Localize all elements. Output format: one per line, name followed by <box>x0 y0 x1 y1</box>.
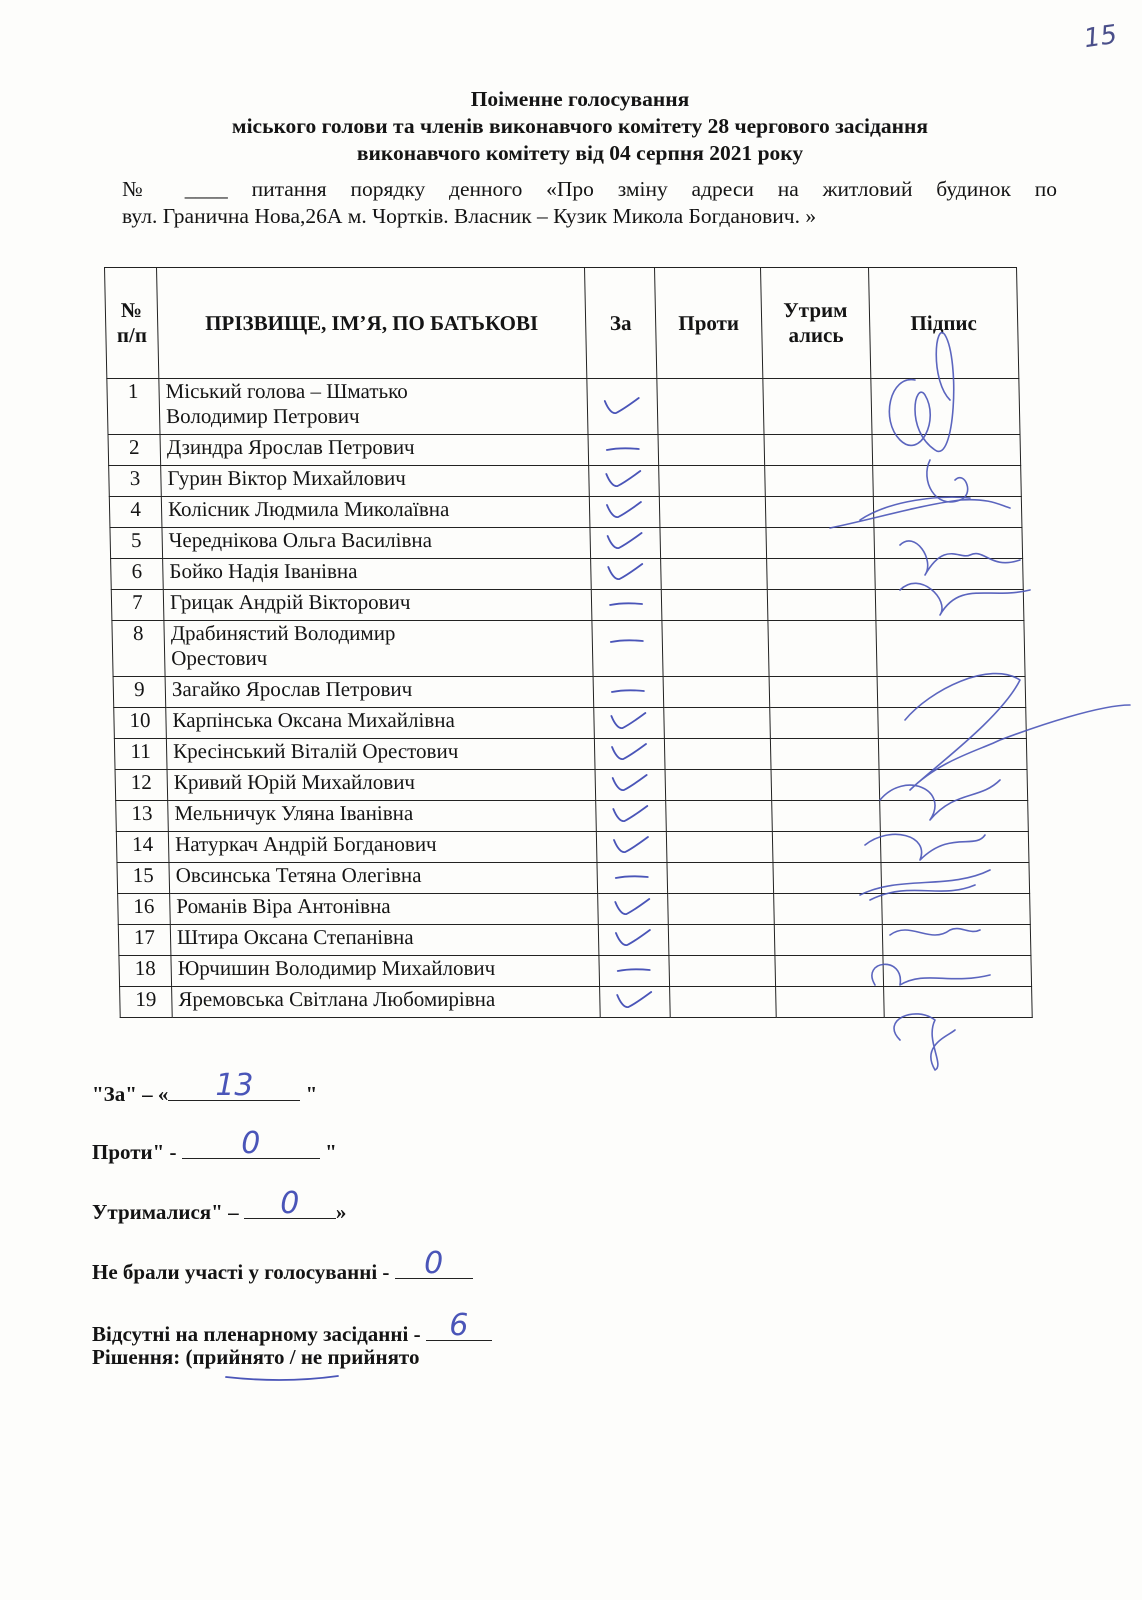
signature-cell <box>877 677 1026 708</box>
signature-cell <box>879 770 1028 801</box>
page-number: 15 <box>1082 19 1120 55</box>
signature-cell <box>882 925 1031 956</box>
vote-abstained-cell <box>763 379 872 435</box>
member-name-line1: Овсинська Тетяна Олегівна <box>175 863 422 887</box>
vote-for-cell <box>590 528 661 559</box>
member-name-line1: Натуркач Андрій Богданович <box>174 832 437 856</box>
summary-abstained-value: 0 <box>280 1186 300 1221</box>
summary-not-voted-label: Не брали участі у голосуванні - <box>92 1260 395 1284</box>
summary-not-voted-value: 0 <box>424 1246 444 1281</box>
document-subtitle-line1: міського голови та членів виконавчого комітету 28 чергового засідання <box>231 114 929 138</box>
row-number: 17 <box>118 925 171 956</box>
vote-abstained-cell <box>770 708 879 739</box>
dash-mark-icon <box>612 873 652 881</box>
summary-abstained-end: » <box>335 1200 347 1224</box>
vote-abstained-cell <box>764 435 873 466</box>
row-number: 19 <box>120 987 173 1018</box>
row-number: 10 <box>114 708 167 739</box>
member-name-line1: Карпінська Оксана Михайлівна <box>172 708 455 732</box>
vote-for-cell <box>587 379 658 435</box>
member-name-line1: Яремовська Світлана Любомирівна <box>178 987 496 1011</box>
roll-call-table <box>104 267 1033 1018</box>
document-subtitle-line2: виконавчого комітету від 04 серпня 2021 року <box>356 141 804 165</box>
vote-for-cell <box>591 590 662 621</box>
member-name-line1: Кресінський Віталій Орестович <box>172 739 459 763</box>
summary-absent-value: 6 <box>449 1308 469 1343</box>
vote-against-cell <box>670 987 777 1018</box>
agenda-item-text <box>122 176 1057 230</box>
tick-mark-icon <box>612 896 652 918</box>
summary-against <box>92 1126 337 1165</box>
vote-abstained-cell <box>775 956 884 987</box>
summary-abstained-blank <box>244 1186 336 1221</box>
vote-for-cell <box>595 770 666 801</box>
member-name-line1: Бойко Надія Іванівна <box>169 559 358 583</box>
vote-abstained-cell <box>765 497 874 528</box>
table-row <box>119 956 1032 987</box>
table-row <box>120 987 1033 1018</box>
row-number: 2 <box>108 435 161 466</box>
vote-against-cell <box>660 528 767 559</box>
signature-cell <box>880 801 1029 832</box>
member-name-line2: Володимир Петрович <box>165 404 360 428</box>
vote-abstained-cell <box>771 770 880 801</box>
member-name <box>163 559 592 590</box>
table-row <box>108 435 1021 466</box>
signature-cell <box>878 739 1027 770</box>
member-name <box>169 863 598 894</box>
table-row <box>114 739 1027 770</box>
summary-against-end: " <box>319 1140 337 1164</box>
member-name <box>162 528 591 559</box>
tick-mark-icon <box>614 989 654 1011</box>
row-number: 15 <box>117 863 170 894</box>
member-name <box>167 770 596 801</box>
vote-abstained-cell <box>776 987 885 1018</box>
vote-against-cell <box>669 956 776 987</box>
summary-absent-label: Відсутні на пленарному засіданні - <box>92 1322 426 1346</box>
summary-for-end: " <box>300 1082 318 1106</box>
table-row <box>107 379 1020 435</box>
member-name <box>159 379 588 435</box>
signature-cell <box>884 987 1033 1018</box>
vote-against-cell <box>659 466 766 497</box>
header-for: За <box>585 268 657 379</box>
table-row <box>118 894 1031 925</box>
row-number: 18 <box>119 956 172 987</box>
vote-against-cell <box>661 590 768 621</box>
summary-abstained <box>92 1186 347 1225</box>
summary-against-label: Проти" - <box>92 1140 182 1164</box>
summary-absent <box>92 1308 492 1347</box>
member-name <box>166 739 595 770</box>
vote-abstained-cell <box>765 466 874 497</box>
table-row <box>109 466 1022 497</box>
row-number: 11 <box>114 739 167 770</box>
row-number: 12 <box>115 770 168 801</box>
vote-abstained-cell <box>773 863 882 894</box>
table-row <box>112 621 1025 677</box>
vote-against-cell <box>666 832 773 863</box>
signature-cell <box>872 435 1021 466</box>
header-abstained: Утрим ались <box>761 268 871 379</box>
row-number: 8 <box>112 621 165 677</box>
vote-abstained-cell <box>772 832 881 863</box>
member-name-line1: Колісник Людмила Миколаївна <box>167 497 450 521</box>
signature-12 <box>894 1014 955 1070</box>
member-name-line2: Орестович <box>170 646 268 670</box>
vote-abstained-cell <box>770 739 879 770</box>
member-name-line1: Кривий Юрій Михайлович <box>173 770 416 794</box>
summary-for-blank <box>168 1068 300 1103</box>
vote-against-cell <box>657 379 764 435</box>
vote-against-cell <box>665 770 772 801</box>
member-name-line1: Драбинястий Володимир <box>170 621 396 645</box>
vote-for-cell <box>594 708 665 739</box>
agenda-line-1: № ____ питання порядку денного «Про зміну адреси на житловий будинок по <box>122 177 1057 201</box>
member-name <box>168 801 597 832</box>
dash-mark-icon <box>606 600 646 608</box>
dash-mark-icon <box>608 687 648 695</box>
tick-mark-icon <box>610 803 650 825</box>
vote-for-cell <box>592 621 663 677</box>
vote-abstained-cell <box>767 559 876 590</box>
header-num: № п/п <box>105 268 159 379</box>
row-number: 6 <box>111 559 164 590</box>
vote-for-cell <box>599 956 670 987</box>
member-name <box>161 497 590 528</box>
agenda-line-2: вул. Гранична Нова,26А м. Чортків. Власник – Кузик Микола Богданович. » <box>122 204 817 228</box>
table-row <box>111 590 1024 621</box>
table-header-row <box>105 268 1019 379</box>
row-number: 3 <box>109 466 162 497</box>
header-against: Проти <box>655 268 763 379</box>
vote-for-cell <box>598 894 669 925</box>
vote-for-cell <box>597 863 668 894</box>
tick-mark-icon <box>610 772 650 794</box>
signature-cell <box>882 894 1031 925</box>
member-name <box>172 987 601 1018</box>
member-name-line1: Міський голова – Шматько <box>165 379 408 403</box>
summary-abstained-label: Утрималися" – <box>92 1200 244 1224</box>
table-row <box>118 925 1031 956</box>
member-name <box>171 956 600 987</box>
dash-mark-icon <box>603 445 643 453</box>
summary-absent-blank <box>426 1308 492 1343</box>
dash-mark-icon <box>614 966 654 974</box>
member-name <box>163 590 592 621</box>
row-number: 13 <box>116 801 169 832</box>
summary-not-voted <box>92 1246 473 1285</box>
vote-for-cell <box>596 801 667 832</box>
summary-decision <box>92 1345 419 1370</box>
signature-cell <box>873 466 1022 497</box>
table-row <box>114 708 1027 739</box>
member-name <box>168 832 597 863</box>
member-name-line1: Череднікова Ольга Василівна <box>168 528 433 552</box>
tick-mark-icon <box>605 530 645 552</box>
member-name <box>161 466 590 497</box>
tick-mark-icon <box>609 741 649 763</box>
member-name-line1: Гурин Віктор Михайлович <box>167 466 407 490</box>
row-number: 9 <box>113 677 166 708</box>
vote-abstained-cell <box>772 801 881 832</box>
vote-against-cell <box>668 925 775 956</box>
summary-not-voted-blank <box>395 1246 473 1281</box>
vote-abstained-cell <box>774 925 883 956</box>
tick-mark-icon <box>608 710 648 732</box>
vote-against-cell <box>661 559 768 590</box>
member-name-line1: Дзиндра Ярослав Петрович <box>166 435 415 459</box>
header-signature: Підпис <box>869 268 1019 379</box>
signature-cell <box>878 708 1027 739</box>
table-row <box>109 497 1022 528</box>
vote-for-cell <box>598 925 669 956</box>
summary-for-label: "За" – « <box>92 1082 169 1106</box>
member-name <box>170 925 599 956</box>
row-number: 1 <box>107 379 160 435</box>
table-row <box>110 528 1023 559</box>
vote-against-cell <box>659 497 766 528</box>
vote-against-cell <box>662 621 769 677</box>
decision-underline <box>222 1370 342 1384</box>
vote-against-cell <box>658 435 765 466</box>
tick-mark-icon <box>611 834 651 856</box>
row-number: 14 <box>116 832 169 863</box>
vote-abstained-cell <box>767 590 876 621</box>
member-name <box>165 677 594 708</box>
vote-for-cell <box>594 739 665 770</box>
vote-against-cell <box>668 894 775 925</box>
dash-mark-icon <box>607 637 647 645</box>
vote-for-cell <box>600 987 671 1018</box>
tick-mark-icon <box>613 927 653 949</box>
document-title: Поіменне голосування <box>470 87 690 111</box>
row-number: 4 <box>109 497 162 528</box>
table-row <box>113 677 1026 708</box>
member-name <box>166 708 595 739</box>
tick-mark-icon <box>603 468 643 490</box>
signature-cell <box>880 832 1029 863</box>
tick-mark-icon <box>602 395 642 417</box>
signature-cell <box>881 863 1030 894</box>
vote-for-cell <box>593 677 664 708</box>
member-name <box>170 894 599 925</box>
member-name-line1: Романів Віра Антонівна <box>176 894 391 918</box>
summary-against-blank <box>182 1126 320 1161</box>
tick-mark-icon <box>604 499 644 521</box>
member-name <box>164 621 593 677</box>
table-row <box>111 559 1024 590</box>
signature-cell <box>871 379 1020 435</box>
header-name: ПРІЗВИЩЕ, ІМ’Я, ПО БАТЬКОВІ <box>157 268 587 379</box>
member-name-line1: Грицак Андрій Вікторович <box>169 590 411 614</box>
tick-mark-icon <box>605 561 645 583</box>
vote-against-cell <box>663 677 770 708</box>
member-name-line1: Загайко Ярослав Петрович <box>171 677 413 701</box>
vote-for-cell <box>588 435 659 466</box>
vote-for-cell <box>596 832 667 863</box>
vote-against-cell <box>664 708 771 739</box>
signature-cell <box>875 559 1024 590</box>
vote-for-cell <box>589 497 660 528</box>
vote-against-cell <box>666 801 773 832</box>
summary-decision-label: Рішення: (прийнято / не прийнято <box>92 1345 420 1369</box>
member-name-line1: Мельничук Уляна Іванівна <box>174 801 414 825</box>
vote-abstained-cell <box>766 528 875 559</box>
member-name-line1: Штира Оксана Степанівна <box>176 925 414 949</box>
document-header <box>90 86 1070 167</box>
table-row <box>116 801 1029 832</box>
row-number: 5 <box>110 528 163 559</box>
vote-for-cell <box>591 559 662 590</box>
summary-against-value: 0 <box>241 1126 261 1161</box>
summary-for <box>92 1068 318 1107</box>
signature-cell <box>875 590 1024 621</box>
table-row <box>116 832 1029 863</box>
vote-abstained-cell <box>774 894 883 925</box>
table-row <box>115 770 1028 801</box>
vote-against-cell <box>664 739 771 770</box>
signature-cell <box>876 621 1025 677</box>
signature-cell <box>883 956 1032 987</box>
signature-cell <box>873 497 1022 528</box>
signature-cell <box>874 528 1023 559</box>
row-number: 16 <box>118 894 171 925</box>
member-name-line1: Юрчишин Володимир Михайлович <box>177 956 496 980</box>
vote-abstained-cell <box>769 677 878 708</box>
row-number: 7 <box>111 590 164 621</box>
summary-for-value: 13 <box>215 1068 254 1103</box>
member-name <box>160 435 589 466</box>
vote-abstained-cell <box>768 621 877 677</box>
vote-against-cell <box>667 863 774 894</box>
table-row <box>117 863 1030 894</box>
vote-for-cell <box>589 466 660 497</box>
roll-call-body <box>107 379 1032 1018</box>
